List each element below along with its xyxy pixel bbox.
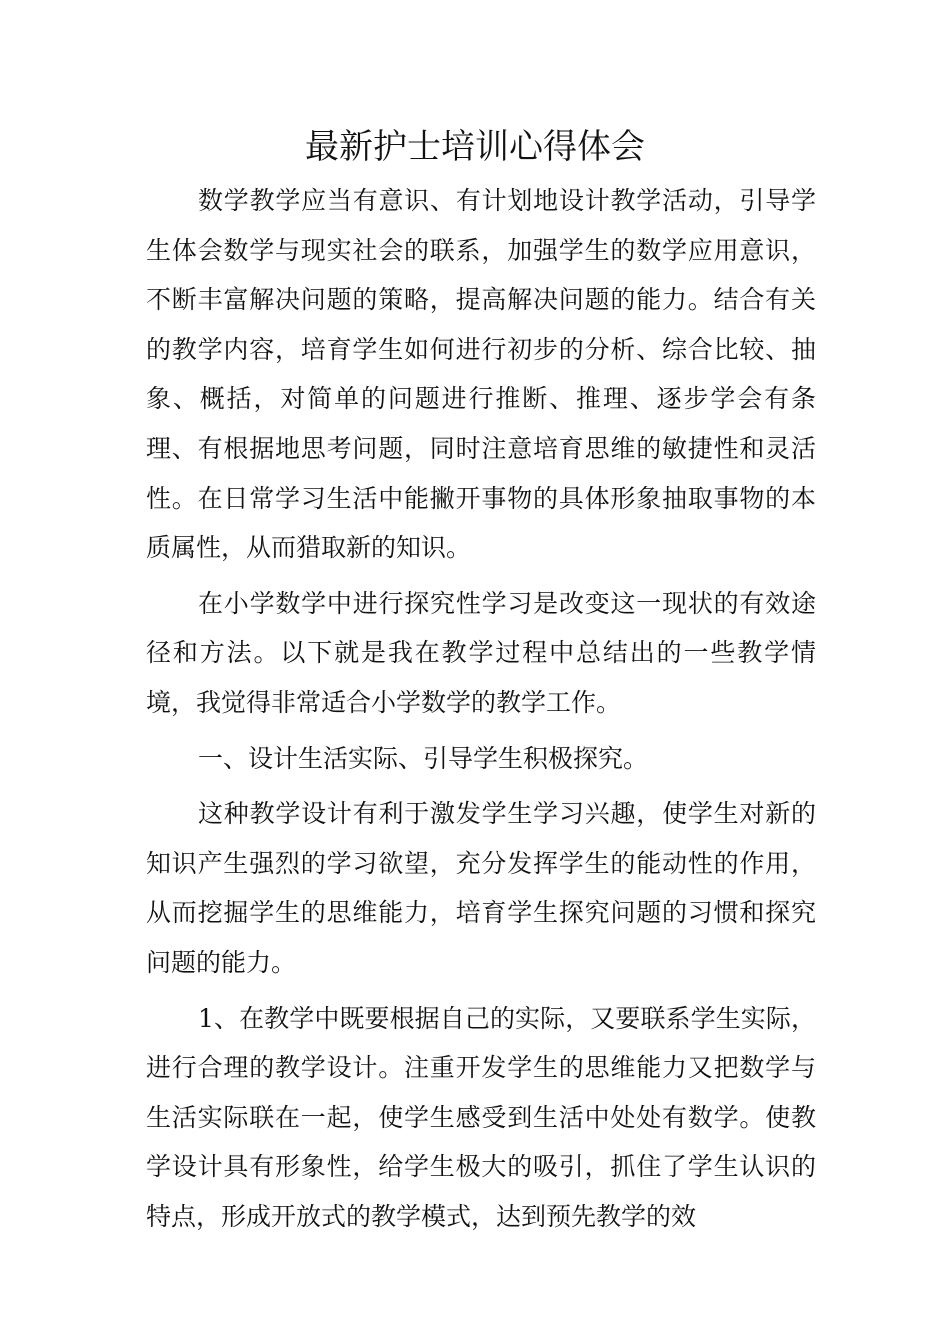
paragraph: 这种教学设计有利于激发学生学习兴趣，使学生对新的知识产生强烈的学习欲望，充分发挥学生的能动性的作用，从而挖掘学生的思维能力，培育学生探究问题的习惯和探究问题的能力。 [146,799,816,977]
paragraph: 在小学数学中进行探究性学习是改变这一现状的有效途径和方法。以下就是我在教学过程中总结出的一些教学情境，我觉得非常适合小学数学的教学工作。 [146,588,816,717]
paragraph: 1、在教学中既要根据自己的实际，又要联系学生实际，进行合理的教学设计。注重开发学生的思维能力又把数学与生活实际联在一起，使学生感受到生活中处处有数学。使教学设计具有形象性，给学生极大的吸引，抓住了学生认识的特点，形成开放式的教学模式，达到预先教学的效 [146,1003,816,1231]
paragraph: 数学教学应当有意识、有计划地设计教学活动，引导学生体会数学与现实社会的联系，加强学生的数学应用意识，不断丰富解决问题的策略，提高解决问题的能力。结合有关的教学内容，培育学生如何进行初步的分析、综合比较、抽象、概括，对简单的问题进行推断、推理、逐步学会有条理、有根据地思考问题，同时注意培育思维的敏捷性和灵活性。在日常学习生活中能撇开事物的具体形象抽取事物的本质属性，从而猎取新的知识。 [146,186,816,563]
section-heading: 一、设计生活实际、引导学生积极探究。 [198,743,649,773]
document-title: 最新护士培训心得体会 [305,127,645,167]
document-body [146,176,816,1241]
